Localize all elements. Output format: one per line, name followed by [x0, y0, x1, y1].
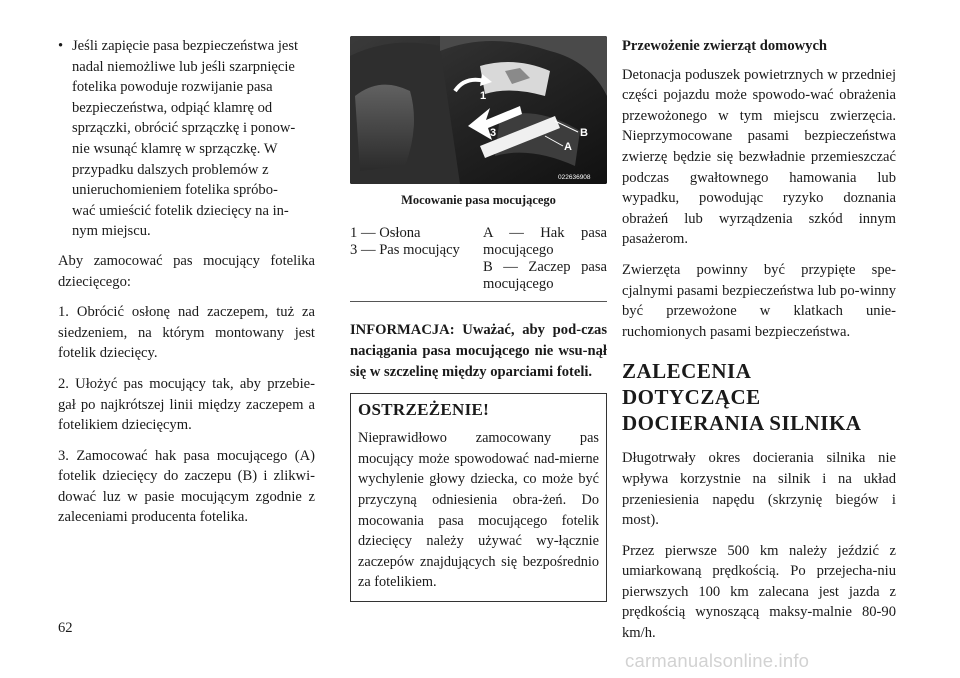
- tether-anchor-illustration: [350, 36, 607, 184]
- bullet-line: wać umieścić fotelik dziecięcy na in-: [72, 202, 289, 219]
- section-title: [622, 358, 896, 436]
- figure-caption: Mocowanie pasa mocującego: [401, 193, 556, 207]
- step-1: 1. Obrócić osłonę nad zaczepem, tuż za siedzeniem, na którym montowany jest fotelik dziecięcy.: [58, 304, 315, 362]
- pets-subheading: Przewożenie zwierząt domowych: [622, 38, 828, 54]
- bullet-line: • Jeśli zapięcie pasa bezpieczeństwa jest: [72, 38, 299, 54]
- image-code: 022636908: [558, 174, 591, 181]
- warning-title: OSTRZEŻENIE!: [358, 399, 490, 419]
- watermark: carmanualsonline.info: [625, 650, 810, 671]
- label-1: 1: [480, 90, 487, 102]
- middle-column: [350, 36, 607, 602]
- headrest-shape: [355, 85, 414, 171]
- legend-item: A — Hak pasa mocującego: [483, 224, 607, 258]
- warning-box: [350, 393, 607, 602]
- bullet-line: nym miejscu.: [72, 223, 151, 240]
- section-title-line: DOTYCZĄCE: [622, 385, 761, 410]
- bullet-line: bezpieczeństwa, odpiąć klamrę od: [72, 99, 273, 116]
- bullet-line: unieruchomieniem fotelika spróbo-: [72, 182, 278, 199]
- pets-paragraph-1: Detonacja poduszek powietrznych w przedniej części pojazdu może spowodo-wać obrażenia przewożonego w tym miejscu zwierzęcia. Nieprzymocowane pasami bezpieczeństwa zwierzę będzie się bezwładnie przemieszczać podczas gwałtownego hamowania lub wypadku, powodując ryzyko doznania obrażeń lub wyrządzenia szkód innym pasażerom.: [622, 66, 896, 248]
- bullet-line: nie wsunąć klamrę w sprzączkę. W: [72, 140, 278, 157]
- tether-anchor-photo: [350, 36, 607, 184]
- bullet-line: fotelika powoduje rozwijanie pasa: [72, 79, 273, 96]
- label-3: 3: [490, 127, 497, 139]
- bullet-line: nadal niemożliwe lub jeśli szarpnięcie: [72, 58, 295, 75]
- break-in-paragraph-1: Długotrwały okres docierania silnika nie wpływa korzystnie na silnik i na układ przeniesienia napędu (skrzynię biegów i most).: [622, 450, 896, 529]
- info-note: INFORMACJA: Uważać, aby pod-czas naciągania pasa mocującego nie wsu-nął się w szczelinę między oparciami foteli.: [350, 321, 607, 380]
- label-a: A: [564, 141, 572, 153]
- label-b: B: [580, 127, 588, 139]
- legend-item: 3 — Pas mocujący: [350, 241, 460, 258]
- warning-text: Nieprawidłowo zamocowany pas mocujący może spowodować nad-mierne wychylenie głowy dziecka, co może być przyczyną odniesienia obra-żeń. Do mocowania pasa mocującego fotelik dziecięcy należy używać wy-łącznie zaczepów znajdujących się bezpośrednio za fotelikiem.: [358, 430, 599, 591]
- bullet-line: sprzączki, obrócić sprzączkę i ponow-: [72, 120, 296, 137]
- legend-left: [350, 225, 483, 293]
- page-number: 62: [58, 620, 73, 636]
- break-in-paragraph-2: Przez pierwsze 500 km należy jeździć z umiarkowaną prędkością. Po przejecha-niu pierwszych 100 km zalecana jest jazda z prędkością wynoszącą maksy-malnie 80-90 km/h.: [622, 542, 896, 642]
- bullet-line: przypadku dalszych problemów z: [72, 161, 269, 178]
- intro-paragraph: Aby zamocować pas mocujący fotelika dziecięcego:: [58, 252, 315, 290]
- legend-item: 1 — Osłona: [350, 224, 421, 241]
- pets-paragraph-2: Zwierzęta powinny być przypięte spe-cjalnymi pasami bezpieczeństwa lub po-winny być przewożone w klatkach unie-ruchomionych pasami bezpieczeństwa.: [622, 261, 896, 340]
- legend-item: B — Zaczep pasa mocującego: [483, 258, 607, 292]
- step-2: 2. Ułożyć pas mocujący tak, aby przebie-gał po najkrótszej linii między zaczepem a fotelikiem dziecięcym.: [58, 375, 315, 434]
- legend-right: [483, 225, 607, 293]
- right-column: [622, 36, 896, 654]
- step-3: 3. Zamocować hak pasa mocującego (A) fotelik dziecięcy do zaczepu (B) i zlikwi-dować luz w pasie mocującym zgodnie z zaleceniami producenta fotelika.: [58, 447, 315, 526]
- left-column: [58, 36, 315, 538]
- figure-legend: [350, 225, 607, 302]
- bullet-paragraph: [58, 36, 315, 242]
- section-title-line: DOCIERANIA SILNIKA: [622, 411, 862, 436]
- section-title-line: ZALECENIA: [622, 359, 752, 384]
